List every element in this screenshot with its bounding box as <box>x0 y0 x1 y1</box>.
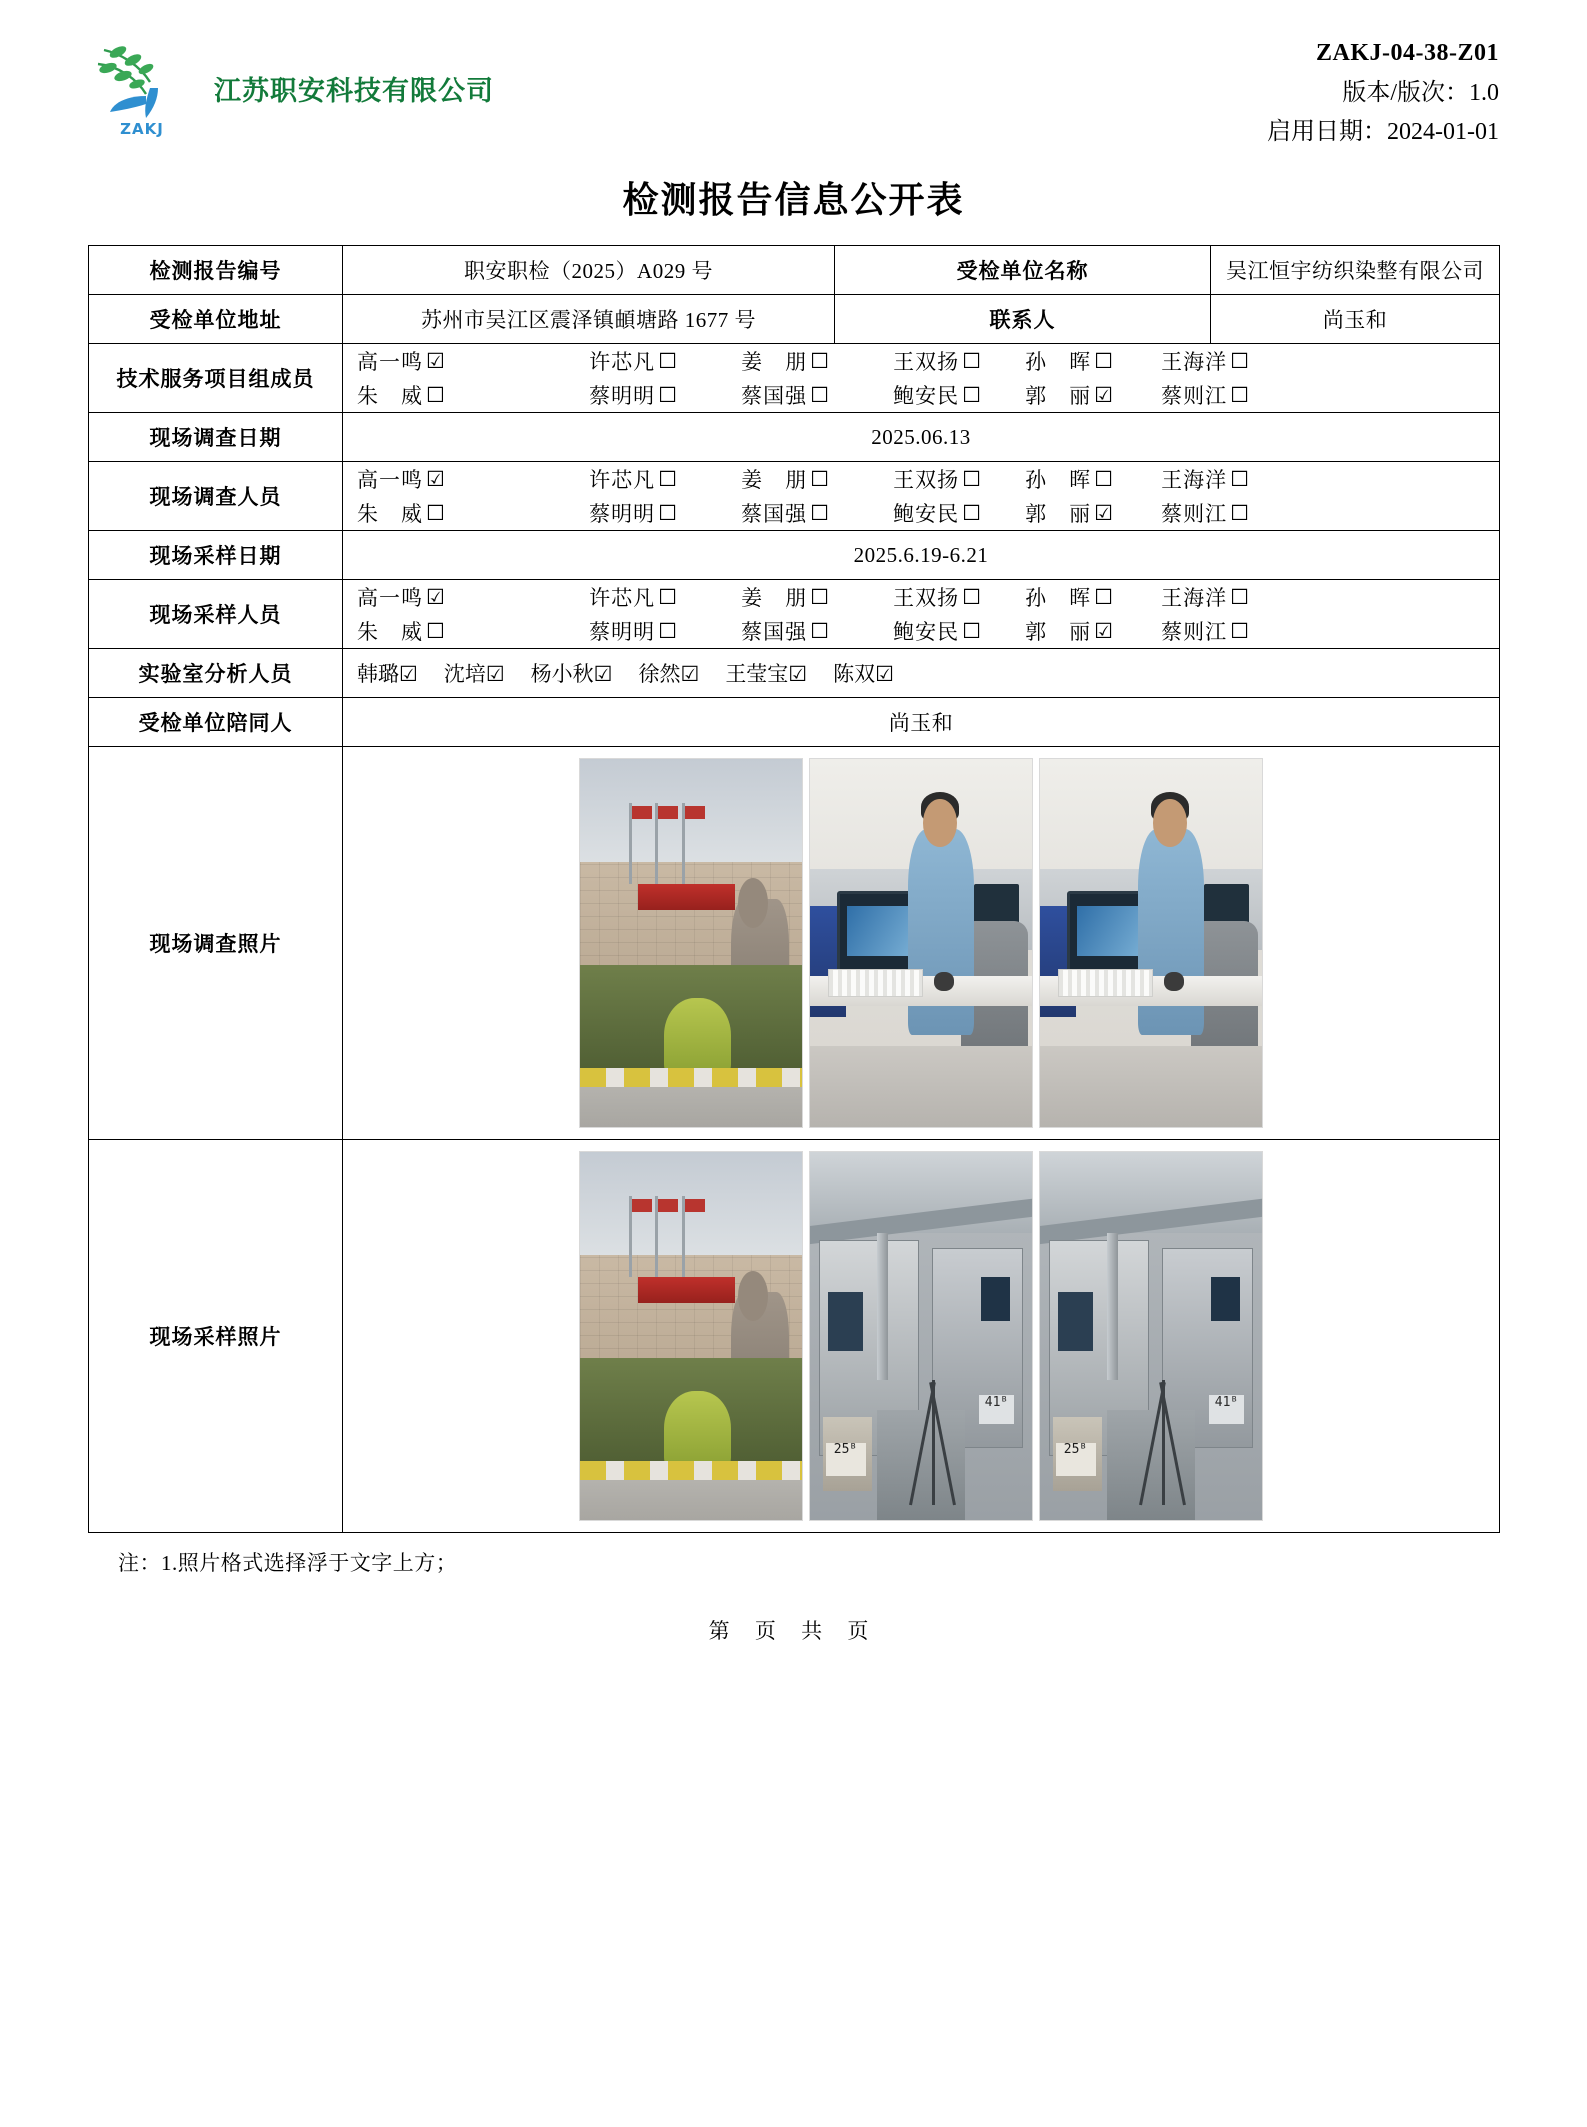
checkbox-icon[interactable]: ☐ <box>1094 349 1113 373</box>
staff-name: 朱 威 <box>357 384 423 408</box>
worker-head <box>1153 799 1186 847</box>
lab-analyst-杨小秋[interactable]: 杨小秋☑ <box>530 662 613 686</box>
checkbox-icon[interactable]: ☐ <box>962 349 981 373</box>
staff-checkbox-许芯凡[interactable] <box>557 464 709 494</box>
staff-checkbox-孙晖[interactable] <box>1013 346 1125 376</box>
doc-version: 版本/版次：1.0 <box>1342 79 1499 106</box>
table-row-report-no <box>89 246 1500 295</box>
staff-name: 高一鸣 <box>357 350 423 374</box>
checkbox-icon[interactable]: ☐ <box>426 383 445 407</box>
checkbox-icon[interactable]: ☐ <box>962 585 981 609</box>
staff-checkbox-鲍安民[interactable] <box>861 498 1013 528</box>
staff-checkbox-蔡则江[interactable] <box>1125 616 1285 646</box>
staff-name: 蔡则江 <box>1161 384 1228 408</box>
staff-name: 许芯凡 <box>589 586 656 610</box>
checkbox-icon[interactable]: ☐ <box>1230 619 1249 643</box>
table-row-survey-date <box>89 413 1500 462</box>
staff-checkbox-朱威[interactable] <box>343 616 557 646</box>
table-row-survey-photos <box>89 747 1500 1140</box>
staff-name: 王海洋 <box>1161 468 1228 492</box>
control-panel-right <box>1211 1277 1240 1321</box>
staff-checkbox-姜朋[interactable] <box>709 464 861 494</box>
worker-head <box>923 799 956 847</box>
survey-photo-strip <box>343 747 1499 1139</box>
checkbox-icon[interactable]: ☐ <box>658 349 677 373</box>
staff-row <box>343 462 1499 496</box>
staff-checkbox-郭丽[interactable] <box>1013 380 1125 410</box>
checkbox-icon[interactable]: ☐ <box>658 619 677 643</box>
staff-checkbox-蔡明明[interactable] <box>557 616 709 646</box>
lab-analysts-cell[interactable] <box>343 649 1500 698</box>
table-row-escort <box>89 698 1500 747</box>
staff-name: 王双扬 <box>893 468 960 492</box>
label-survey-photos: 现场调查照片 <box>89 747 343 1140</box>
table-row-tech-team <box>89 344 1500 413</box>
staff-checkbox-高一鸣[interactable] <box>343 582 557 612</box>
label-client-name: 受检单位名称 <box>835 246 1211 295</box>
checkbox-icon[interactable]: ☐ <box>1094 467 1113 491</box>
staff-name: 王双扬 <box>893 586 960 610</box>
mouse <box>1164 972 1184 990</box>
staff-name: 蔡明明 <box>589 384 656 408</box>
pipe <box>877 1233 888 1380</box>
staff-name: 高一鸣 <box>357 586 423 610</box>
lab-analyst-韩璐[interactable]: 韩璐☑ <box>357 662 418 686</box>
checkbox-icon[interactable]: ☐ <box>962 383 981 407</box>
staff-checkbox-郭丽[interactable] <box>1013 616 1125 646</box>
staff-name: 孙 晖 <box>1025 350 1092 374</box>
floor <box>810 1046 1032 1127</box>
staff-row <box>343 344 1499 378</box>
table-row-sampling-date <box>89 531 1500 580</box>
checkbox-icon[interactable]: ☑ <box>1094 619 1113 643</box>
staff-row <box>343 496 1499 530</box>
staff-checkbox-姜朋[interactable] <box>709 582 861 612</box>
photo-2 <box>809 758 1033 1128</box>
staff-row <box>343 580 1499 614</box>
label-escort: 受检单位陪同人 <box>89 698 343 747</box>
lab-analyst-陈双[interactable]: 陈双☑ <box>833 662 894 686</box>
label-survey-staff: 现场调查人员 <box>89 462 343 531</box>
value-client-name: 吴江恒宇纺织染整有限公司 <box>1211 246 1500 295</box>
photo-1 <box>579 758 803 1128</box>
floor <box>1040 1046 1262 1127</box>
report-info-table <box>88 245 1500 1533</box>
checkbox-icon[interactable]: ☐ <box>962 619 981 643</box>
curb-stripes <box>580 1068 802 1086</box>
doc-code: ZAKJ-04-38-Z01 <box>1316 40 1499 66</box>
staff-checkbox-孙晖[interactable] <box>1013 464 1125 494</box>
staff-checkbox-郭丽[interactable] <box>1013 498 1125 528</box>
survey-staff-checkbox-grid[interactable] <box>343 462 1500 531</box>
checkbox-icon[interactable]: ☐ <box>810 349 829 373</box>
keyboard <box>1058 969 1153 997</box>
value-report-no: 职安职检（2025）A029 号 <box>343 246 835 295</box>
checkbox-icon[interactable]: ☐ <box>962 467 981 491</box>
company-name: 江苏职安科技有限公司 <box>214 75 494 106</box>
header-meta <box>1267 34 1499 153</box>
keyboard <box>828 969 923 997</box>
staff-checkbox-王双扬[interactable] <box>861 346 1013 376</box>
staff-name: 鲍安民 <box>893 384 960 408</box>
yellow-shrub <box>664 998 731 1079</box>
staff-checkbox-孙晖[interactable] <box>1013 582 1125 612</box>
staff-name: 王海洋 <box>1161 350 1228 374</box>
label-lab-staff: 实验室分析人员 <box>89 649 343 698</box>
staff-name: 蔡国强 <box>741 502 808 526</box>
staff-checkbox-高一鸣[interactable] <box>343 464 557 494</box>
staff-checkbox-朱威[interactable] <box>343 380 557 410</box>
checkbox-icon[interactable]: ☐ <box>810 467 829 491</box>
checkbox-icon[interactable]: ☐ <box>962 501 981 525</box>
label-survey-date: 现场调查日期 <box>89 413 343 462</box>
staff-name: 鲍安民 <box>893 620 960 644</box>
checkbox-icon[interactable]: ☐ <box>1230 585 1249 609</box>
staff-checkbox-王海洋[interactable] <box>1125 582 1285 612</box>
doc-effective-date: 启用日期：2024-01-01 <box>1267 119 1499 146</box>
staff-checkbox-蔡明明[interactable] <box>557 380 709 410</box>
lab-analyst-徐然[interactable]: 徐然☑ <box>638 662 700 686</box>
pipe <box>1107 1233 1118 1380</box>
survey-photos-cell <box>343 747 1500 1140</box>
checkbox-icon[interactable]: ☐ <box>1230 467 1249 491</box>
staff-name: 郭 丽 <box>1025 384 1092 408</box>
page-title: 检测报告信息公开表 <box>622 180 965 220</box>
staff-name: 孙 晖 <box>1025 586 1092 610</box>
curb-stripes <box>580 1461 802 1479</box>
staff-name: 蔡明明 <box>589 502 656 526</box>
label-contact: 联系人 <box>835 295 1211 344</box>
staff-checkbox-蔡国强[interactable] <box>709 498 861 528</box>
photo-3 <box>1039 1151 1263 1521</box>
staff-name: 许芯凡 <box>589 350 656 374</box>
checkbox-icon[interactable]: ☐ <box>810 619 829 643</box>
table-row-survey-staff <box>89 462 1500 531</box>
label-sampling-photos: 现场采样照片 <box>89 1140 343 1533</box>
checkbox-icon[interactable]: ☐ <box>658 383 677 407</box>
photo-3 <box>1039 758 1263 1128</box>
staff-checkbox-蔡则江[interactable] <box>1125 498 1285 528</box>
staff-name: 姜 朋 <box>741 350 808 374</box>
machine-display: 25ᴮ <box>826 1443 866 1476</box>
checkbox-icon[interactable]: ☑ <box>426 467 445 491</box>
staff-name: 蔡国强 <box>741 620 808 644</box>
label-sampling-staff: 现场采样人员 <box>89 580 343 649</box>
checkbox-icon[interactable]: ☐ <box>658 467 677 491</box>
checkbox-icon[interactable]: ☐ <box>1230 501 1249 525</box>
lab-analyst-王莹宝[interactable]: 王莹宝☑ <box>725 662 808 686</box>
staff-checkbox-鲍安民[interactable] <box>861 616 1013 646</box>
value-address: 苏州市吴江区震泽镇頔塘路 1677 号 <box>343 295 835 344</box>
staff-checkbox-许芯凡[interactable] <box>557 582 709 612</box>
yellow-shrub <box>664 1391 731 1472</box>
zakj-logo-icon <box>88 38 196 138</box>
control-panel-right <box>981 1277 1010 1321</box>
staff-name: 朱 威 <box>357 620 423 644</box>
staff-name: 许芯凡 <box>589 468 656 492</box>
checkbox-icon[interactable]: ☐ <box>426 501 445 525</box>
staff-name: 姜 朋 <box>741 586 808 610</box>
sampling-tripod <box>1138 1380 1187 1505</box>
staff-checkbox-王双扬[interactable] <box>861 582 1013 612</box>
staff-name: 王海洋 <box>1161 586 1228 610</box>
red-banner <box>638 884 736 910</box>
checkbox-icon[interactable]: ☐ <box>810 585 829 609</box>
checkbox-icon[interactable]: ☑ <box>426 349 445 373</box>
table-row-lab-staff <box>89 649 1500 698</box>
staff-checkbox-蔡则江[interactable] <box>1125 380 1285 410</box>
tech-team-checkbox-grid[interactable] <box>343 344 1500 413</box>
value-contact: 尚玉和 <box>1211 295 1500 344</box>
staff-checkbox-高一鸣[interactable] <box>343 346 557 376</box>
label-report-no: 检测报告编号 <box>89 246 343 295</box>
company-logo-block <box>88 38 494 138</box>
control-panel-left <box>828 1292 864 1351</box>
checkbox-icon[interactable]: ☑ <box>1094 501 1113 525</box>
staff-checkbox-蔡国强[interactable] <box>709 616 861 646</box>
red-banner <box>638 1277 736 1303</box>
lab-analysts-list[interactable] <box>343 651 1499 695</box>
footnote: 注：1.照片格式选择浮于文字上方； <box>118 1551 458 1575</box>
staff-checkbox-王海洋[interactable] <box>1125 346 1285 376</box>
staff-checkbox-姜朋[interactable] <box>709 346 861 376</box>
photo-2 <box>809 1151 1033 1521</box>
staff-name: 姜 朋 <box>741 468 808 492</box>
value-escort: 尚玉和 <box>343 698 1500 747</box>
table-row-sampling-photos <box>89 1140 1500 1533</box>
sampling-tripod <box>908 1380 957 1505</box>
staff-name: 朱 威 <box>357 502 423 526</box>
staff-name: 蔡明明 <box>589 620 656 644</box>
checkbox-icon[interactable]: ☐ <box>1230 349 1249 373</box>
checkbox-icon[interactable]: ☐ <box>1094 585 1113 609</box>
page-header <box>88 34 1499 144</box>
checkbox-icon[interactable]: ☐ <box>810 383 829 407</box>
staff-name: 蔡则江 <box>1161 502 1228 526</box>
lab-analyst-沈培[interactable]: 沈培☑ <box>443 662 505 686</box>
staff-row <box>343 614 1499 648</box>
staff-checkbox-蔡明明[interactable] <box>557 498 709 528</box>
checkbox-icon[interactable]: ☐ <box>658 501 677 525</box>
photo-1 <box>579 1151 803 1521</box>
checkbox-icon[interactable]: ☑ <box>1094 383 1113 407</box>
checkbox-icon[interactable]: ☐ <box>810 501 829 525</box>
table-row-address <box>89 295 1500 344</box>
value-sampling-date: 2025.6.19-6.21 <box>343 531 1500 580</box>
label-sampling-date: 现场采样日期 <box>89 531 343 580</box>
staff-row <box>343 378 1499 412</box>
checkbox-icon[interactable]: ☑ <box>426 585 445 609</box>
page-number-footer: 第 页 共 页 <box>708 1619 879 1643</box>
control-panel-left <box>1058 1292 1094 1351</box>
staff-name: 郭 丽 <box>1025 620 1092 644</box>
staff-name: 郭 丽 <box>1025 502 1092 526</box>
staff-name: 王双扬 <box>893 350 960 374</box>
staff-name: 蔡国强 <box>741 384 808 408</box>
machine-tag: 41ᴮ <box>979 1395 1015 1424</box>
staff-checkbox-王双扬[interactable] <box>861 464 1013 494</box>
staff-name: 蔡则江 <box>1161 620 1228 644</box>
checkbox-icon[interactable]: ☐ <box>658 585 677 609</box>
sampling-photo-strip <box>343 1140 1499 1532</box>
staff-checkbox-王海洋[interactable] <box>1125 464 1285 494</box>
staff-name: 鲍安民 <box>893 502 960 526</box>
staff-checkbox-许芯凡[interactable] <box>557 346 709 376</box>
sampling-staff-checkbox-grid[interactable] <box>343 580 1500 649</box>
staff-checkbox-朱威[interactable] <box>343 498 557 528</box>
staff-name: 孙 晖 <box>1025 468 1092 492</box>
report-page <box>0 34 1587 2127</box>
staff-checkbox-蔡国强[interactable] <box>709 380 861 410</box>
value-survey-date: 2025.06.13 <box>343 413 1500 462</box>
label-address: 受检单位地址 <box>89 295 343 344</box>
machine-display: 25ᴮ <box>1056 1443 1096 1476</box>
table-row-sampling-staff <box>89 580 1500 649</box>
mouse <box>934 972 954 990</box>
checkbox-icon[interactable]: ☐ <box>1230 383 1249 407</box>
machine-tag: 41ᴮ <box>1209 1395 1245 1424</box>
checkbox-icon[interactable]: ☐ <box>426 619 445 643</box>
svg-text:ZAKJ: ZAKJ <box>120 120 164 138</box>
staff-checkbox-鲍安民[interactable] <box>861 380 1013 410</box>
sampling-photos-cell <box>343 1140 1500 1533</box>
label-tech-team: 技术服务项目组成员 <box>89 344 343 413</box>
staff-name: 高一鸣 <box>357 468 423 492</box>
